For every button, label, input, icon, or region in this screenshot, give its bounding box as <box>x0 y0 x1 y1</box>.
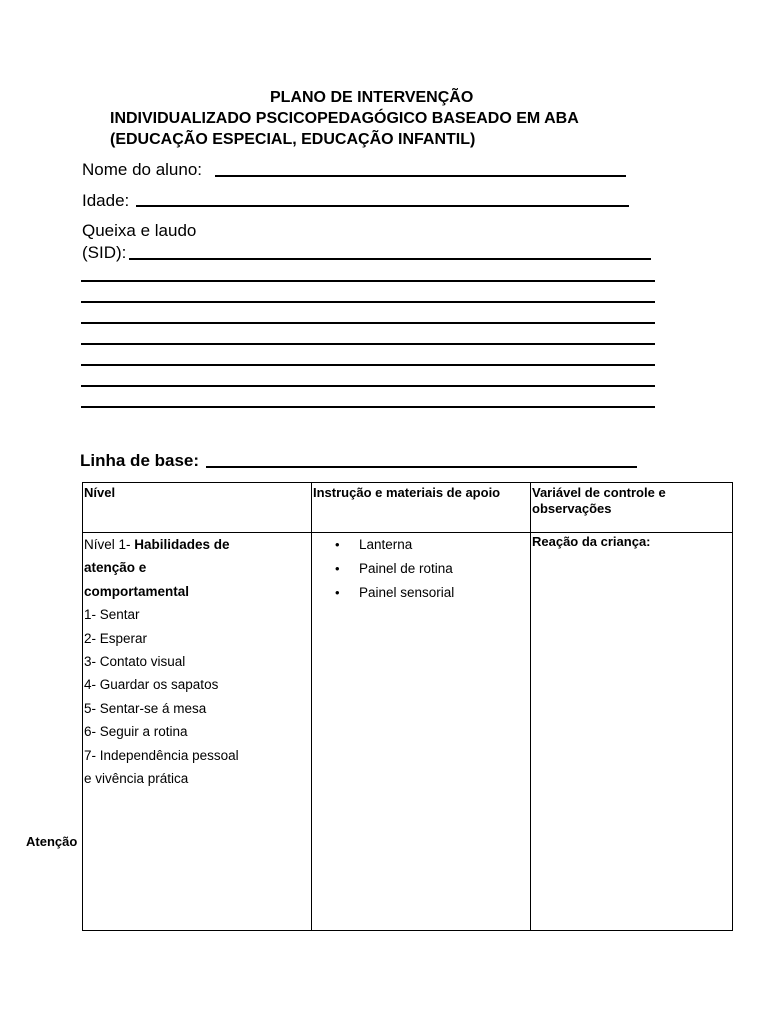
table-row <box>83 533 733 931</box>
list-item: • Lanterna <box>313 533 528 557</box>
list-item: 7- Independência pessoal <box>84 747 239 763</box>
idade-line[interactable] <box>136 205 629 207</box>
list-item: 3- Contato visual <box>84 654 186 670</box>
blank-line-5[interactable] <box>81 364 655 366</box>
blank-line-4[interactable] <box>81 343 655 345</box>
side-label: Atenção <box>26 834 78 849</box>
variavel-cell[interactable] <box>531 533 733 931</box>
header-nivel: Nível <box>83 483 312 533</box>
nome-aluno-line[interactable] <box>215 175 626 177</box>
intervention-table <box>82 482 733 931</box>
list-item: 4- Guardar os sapatos <box>84 677 219 693</box>
list-item: 2- Esperar <box>84 630 148 646</box>
blank-line-3[interactable] <box>81 322 655 324</box>
blank-line-6[interactable] <box>81 385 655 387</box>
materiais-cell[interactable] <box>312 533 531 931</box>
blank-line-2[interactable] <box>81 301 655 303</box>
blank-line-7[interactable] <box>81 406 655 408</box>
materiais-list <box>313 533 528 605</box>
list-item: 5- Sentar-se á mesa <box>84 700 207 716</box>
linha-de-base-label: Linha de base: <box>80 451 200 470</box>
queixa-label: Queixa e laudo <box>82 221 197 240</box>
header-variavel: Variável de controle e observações <box>531 483 733 533</box>
list-item: 1- Sentar <box>84 607 140 623</box>
title-line-3: (EDUCAÇÃO ESPECIAL, EDUCAÇÃO INFANTIL) <box>110 131 476 148</box>
blank-line-1[interactable] <box>81 280 655 282</box>
header-instrucao: Instrução e materiais de apoio <box>312 483 531 533</box>
reacao-label: Reação da criança: <box>532 534 651 549</box>
list-item: 6- Seguir a rotina <box>84 724 188 740</box>
nivel-title-3: comportamental <box>84 583 190 599</box>
nivel-title <box>84 533 309 556</box>
sid-line[interactable] <box>129 258 651 260</box>
list-item: • Painel de rotina <box>313 557 528 581</box>
nivel-title-2: atenção e <box>84 560 147 576</box>
nivel-cell[interactable] <box>83 533 312 931</box>
nivel-prefix: Nível 1- <box>84 537 135 552</box>
table-header-row <box>83 483 733 533</box>
nome-aluno-label: Nome do aluno: <box>82 160 203 179</box>
sid-label: (SID): <box>82 243 127 262</box>
nivel-title-1: Habilidades de <box>134 537 230 552</box>
title-line-1: PLANO DE INTERVENÇÃO <box>270 89 474 106</box>
list-item: • Painel sensorial <box>313 581 528 605</box>
title-line-2: INDIVIDUALIZADO PSCICOPEDAGÓGICO BASEADO EM ABA <box>110 110 579 127</box>
list-item: e vivência prática <box>84 771 189 787</box>
idade-label: Idade: <box>82 191 130 210</box>
linha-de-base-line[interactable] <box>206 466 637 468</box>
